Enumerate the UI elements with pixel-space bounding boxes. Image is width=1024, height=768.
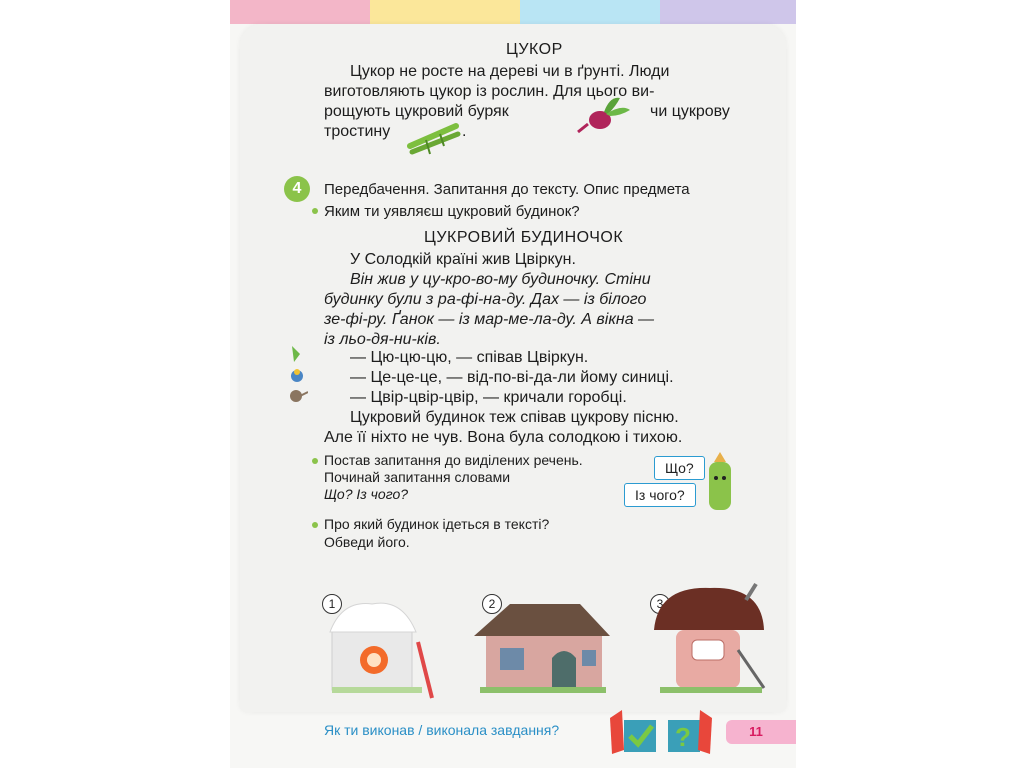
- page-number-box: [726, 720, 796, 744]
- bullet-dot: [312, 458, 318, 464]
- beet-icon: [576, 94, 632, 134]
- story-line: У Солодкій країні жив Цвіркун.: [350, 251, 576, 268]
- svg-text:?: ?: [675, 722, 691, 752]
- sugar-line: чи цукрову: [650, 103, 730, 120]
- task-text: Постав запитання до виділених речень.: [324, 452, 583, 468]
- story-line: — Цвір-цвір-цвір, — кричали горобці.: [350, 389, 627, 406]
- story-line: Але її ніхто не чув. Вона була солодкою і тихою.: [324, 429, 683, 446]
- story-line: Цукровий будинок теж співав цукрову пісню.: [350, 409, 679, 426]
- tab-blue: [520, 0, 660, 24]
- sugar-house-icon[interactable]: [322, 590, 442, 702]
- house-number-badge: 1: [322, 594, 342, 614]
- cottage-house-icon[interactable]: [470, 590, 614, 700]
- sugarcane-icon: [406, 116, 462, 156]
- sugar-line: тростину: [324, 123, 391, 140]
- bullet-dot: [312, 208, 318, 214]
- story-title: ЦУКРОВИЙ БУДИНОЧОК: [424, 229, 624, 246]
- question-tag-what: Що?: [654, 456, 705, 480]
- task-text: Про який будинок ідеться в тексті?: [324, 516, 550, 532]
- sugar-line: виготовляють цукор із рослин. Для цього ви-: [324, 83, 655, 100]
- story-line: — Це-це-це, — від-по-ві-да-ли йому синиці.: [350, 369, 674, 386]
- task-number-badge: 4: [284, 176, 310, 202]
- tab-yellow: [370, 0, 520, 24]
- task-text: Обведи його.: [324, 534, 410, 550]
- characters-icon: [286, 342, 308, 408]
- question-tag-from-what: Із чого?: [624, 483, 696, 507]
- self-assessment-question: Як ти виконав / виконала завдання?: [324, 722, 560, 738]
- sugar-line: рощують цукровий буряк: [324, 103, 509, 120]
- self-assessment-cats-icon: [610, 710, 712, 756]
- textbook-page: [230, 0, 796, 768]
- story-line: — Цю-цю-цю, — співав Цвіркун.: [350, 349, 589, 366]
- task-question: Яким ти уявляєш цукровий будинок?: [324, 203, 580, 220]
- task-text-italic: Що? Із чого?: [324, 486, 409, 502]
- house-number-badge: 3: [650, 594, 670, 614]
- story-line-highlighted: із льо-дя-ни-ків.: [324, 331, 441, 348]
- task-heading: Передбачення. Запитання до тексту. Опис предмета: [324, 181, 690, 198]
- color-tabs: [230, 0, 796, 24]
- mushroom-house-icon[interactable]: [648, 580, 774, 700]
- pencil-character-icon: [706, 452, 736, 514]
- tab-pink: [230, 0, 370, 24]
- story-line-highlighted: зе-фі-ру. Ґанок — із мар-ме-ла-ду. А вікна —: [324, 311, 655, 328]
- task-text: Починай запитання словами: [324, 469, 511, 485]
- sugar-title: ЦУКОР: [506, 41, 563, 58]
- story-line-highlighted: Він жив у цу-кро-во-му будиночку. Стіни: [350, 271, 651, 288]
- page-number: 11: [749, 724, 763, 739]
- sugar-line: Цукор не росте на дереві чи в ґрунті. Люди: [350, 63, 670, 80]
- bullet-dot: [312, 522, 318, 528]
- house-number-badge: 2: [482, 594, 502, 614]
- sugar-line: .: [462, 123, 467, 140]
- tab-violet: [660, 0, 796, 24]
- story-line-highlighted: будинку були з ра-фі-на-ду. Дах — із білого: [324, 291, 647, 308]
